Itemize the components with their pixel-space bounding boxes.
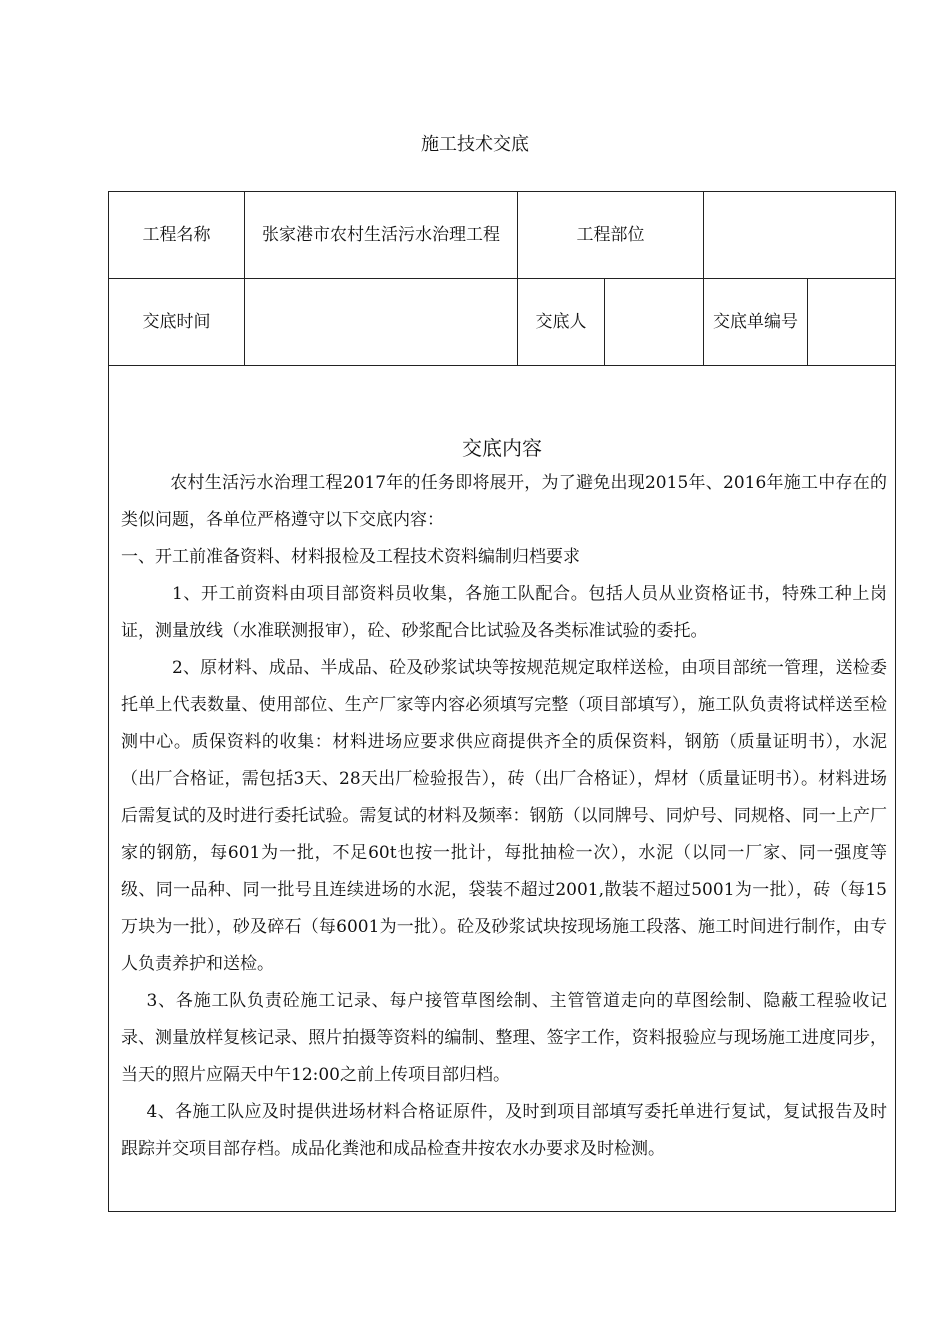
discloser-label: 交底人 <box>518 279 605 366</box>
info-table <box>108 191 896 366</box>
project-part-value <box>704 192 896 279</box>
page-title: 施工技术交底 <box>421 134 529 155</box>
section-1-title: 一、开工前准备资料、材料报检及工程技术资料编制归档要求 <box>121 547 580 567</box>
project-name-label: 工程名称 <box>109 192 245 279</box>
discloser-value <box>605 279 704 366</box>
item-3-paragraph: 3、各施工队负责砼施工记录、每户接管草图绘制、主管管道走向的草图绘制、隐蔽工程验收记录、测量放样复核记录、照片拍摄等资料的编制、整理、签字工作，资料报验应与现场施工进度同步，当天的照片应隔天中午12:00之前上传项目部归档。 <box>121 991 887 1085</box>
item-1-paragraph: 1、开工前资料由项目部资料员收集，各施工队配合。包括人员从业资格证书，特殊工种上岗证，测量放线（水准联测报审），砼、砂浆配合比试验及各类标准试验的委托。 <box>121 584 887 641</box>
item-2-paragraph: 2、原材料、成品、半成品、砼及砂浆试块等按规范规定取样送检，由项目部统一管理，送检委托单上代表数量、使用部位、生产厂家等内容必须填写完整（项目部填写），施工队负责将试样送至检测中心。质保资料的收集：材料进场应要求供应商提供齐全的质保资料，钢筋（质量证明书），水泥（出厂合格证，需包括3天、28天出厂检验报告），砖（出厂合格证），焊材（质量证明书）。材料进场后需复试的及时进行委托试验。需复试的材料及频率：钢筋（以同牌号、同炉号、同规格、同一上产厂家的钢筋，每601为一批，不足60t也按一批计，每批抽检一次），水泥（以同一厂家、同一强度等级、同一品种、同一批号且连续进场的水泥，袋装不超过2001,散装不超过5001为一批），砖（每15万块为一批），砂及碎石（每6001为一批）。砼及砂浆试块按现场施工段落、施工时间进行制作，由专人负责养护和送检。 <box>121 658 887 974</box>
item-4-paragraph: 4、各施工队应及时提供进场材料合格证原件，及时到项目部填写委托单进行复试，复试报告及时跟踪并交项目部存档。成品化粪池和成品检查井按农水办要求及时检测。 <box>121 1102 887 1159</box>
project-part-label: 工程部位 <box>518 192 704 279</box>
intro-paragraph: 农村生活污水治理工程2017年的任务即将展开，为了避免出现2015年、2016年施工中存在的类似问题，各单位严格遵守以下交底内容： <box>121 473 887 530</box>
disclosure-time-label: 交底时间 <box>109 279 245 366</box>
disclosure-no-label: 交底单编号 <box>704 279 808 366</box>
project-name-value: 张家港市农村生活污水治理工程 <box>245 192 518 279</box>
disclosure-no-value <box>808 279 896 366</box>
disclosure-time-value <box>245 279 518 366</box>
content-cell <box>108 365 896 1212</box>
content-body <box>121 465 887 1168</box>
content-heading: 交底内容 <box>462 436 542 460</box>
